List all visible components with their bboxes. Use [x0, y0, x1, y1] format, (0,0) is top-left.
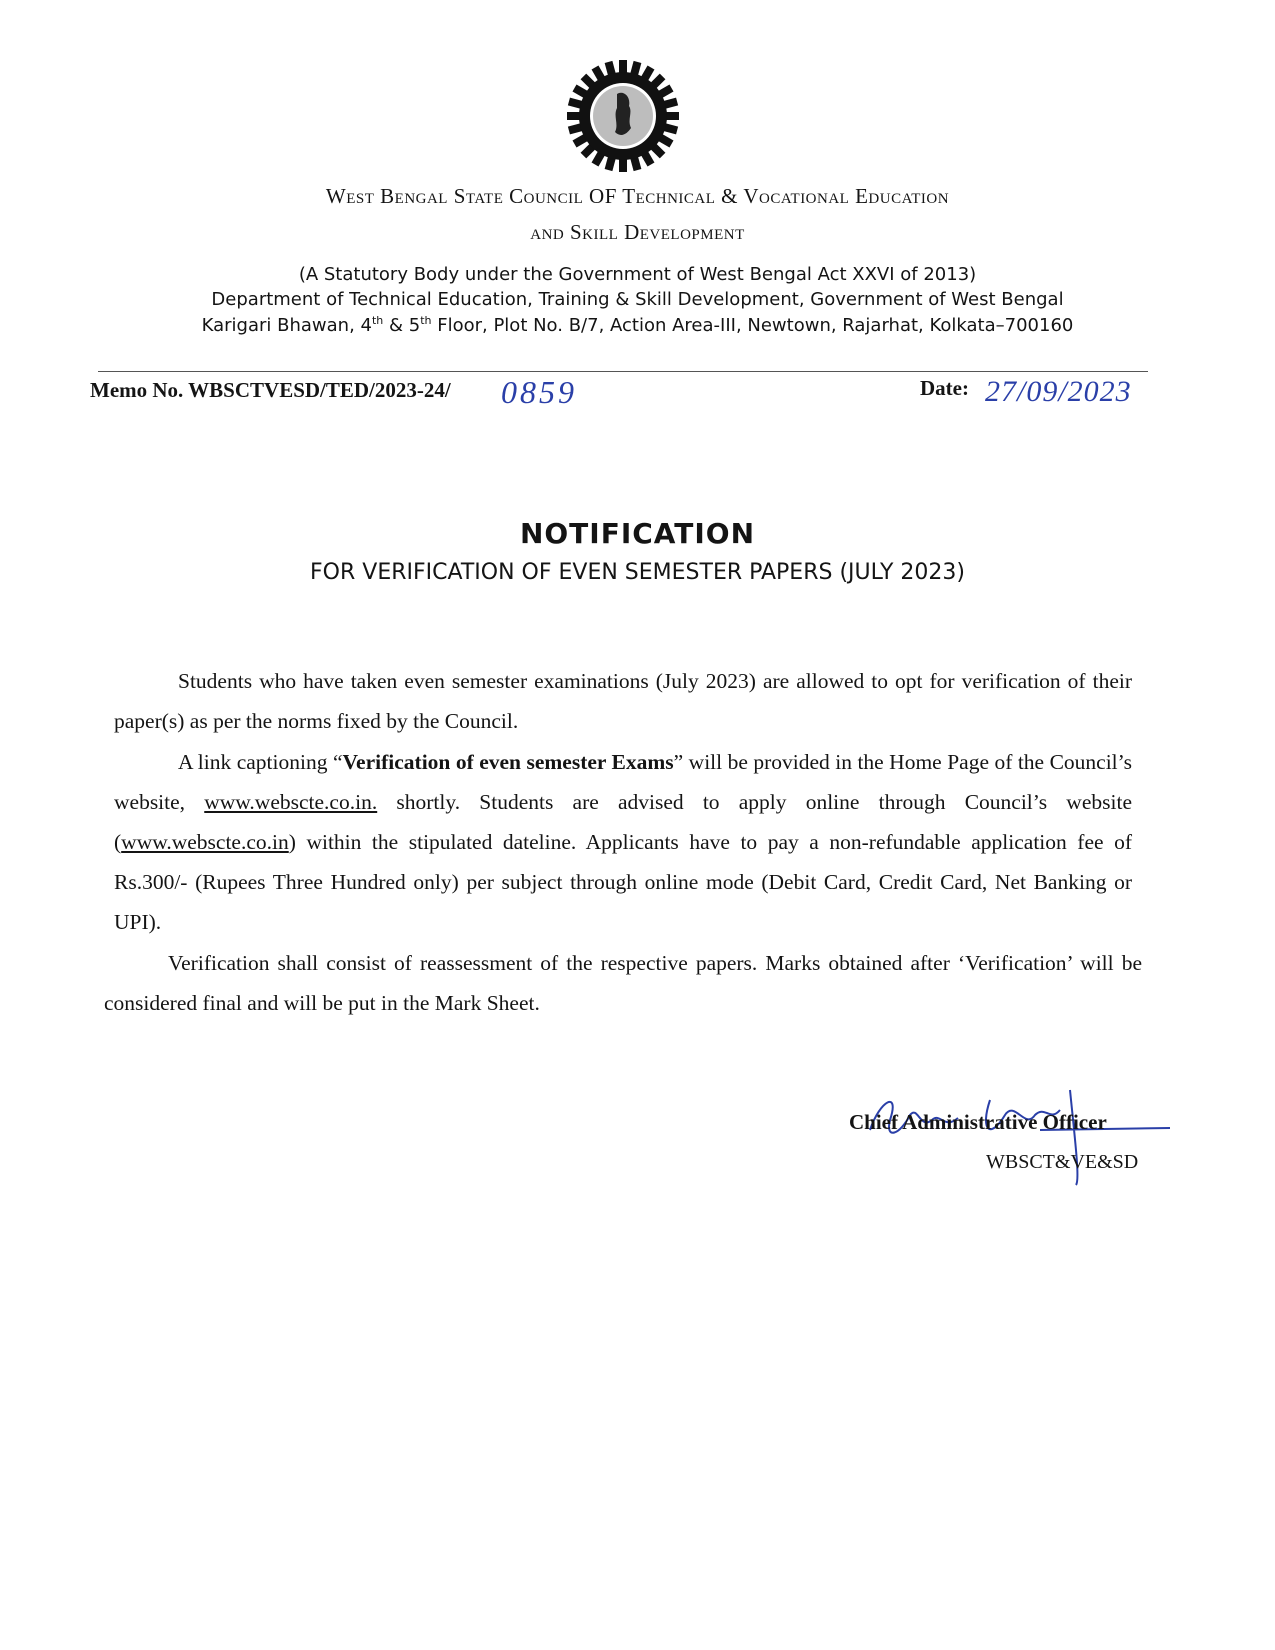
link-caption: Verification of even semester Exams — [342, 750, 674, 774]
department-line: Department of Technical Education, Training & Skill Development, Government of West Bengal — [211, 289, 1064, 310]
signatory-org: WBSCT&VE&SD — [986, 1151, 1139, 1173]
org-name-line2: and Skill Development — [530, 220, 745, 244]
notification-title: NOTIFICATION — [519, 517, 756, 550]
memo-number-handwritten: 0859 — [501, 374, 577, 410]
signatory-title: Chief Administrative Officer — [849, 1110, 1107, 1134]
notification-subtitle: FOR VERIFICATION OF EVEN SEMESTER PAPERS (JULY 2023) — [310, 560, 965, 585]
memo-number-label: Memo No. WBSCTVESD/TED/2023-24/ — [90, 378, 451, 402]
paragraph-eligibility: Students who have taken even semester examinations (July 2023) are allowed to opt for verification of their paper(s) as per the norms fixed by the Council. — [114, 669, 1132, 733]
website-link-2[interactable]: www.webscte.co.in — [121, 830, 289, 854]
paragraph-application: A link captioning “Verification of even semester Exams” will be provided in the Home Page of the Council’s website, www.webscte.co.in. shortly. Students are advised to apply online through Council’s website (www.webscte.co.in) within the stipulated dateline. Applicants have to pay a non-refundable application fee of Rs.300/- (Rupees Three Hundred only) per subject through online mode (Debit Card, Credit Card, Net Banking or UPI). — [114, 750, 1132, 934]
website-link[interactable]: www.webscte.co.in. — [204, 790, 378, 814]
address-line: Karigari Bhawan, 4th & 5th Floor, Plot No. B/7, Action Area-III, Newtown, Rajarhat, Kolkata–700160 — [201, 314, 1074, 336]
header-divider — [98, 371, 1148, 372]
date-label: Date: — [920, 376, 969, 400]
org-name-line1: West Bengal State Council OF Technical & Vocational Education — [325, 184, 950, 208]
date-handwritten: 27/09/2023 — [985, 375, 1132, 408]
paragraph-verification: Verification shall consist of reassessment of the respective papers. Marks obtained after ‘Verification’ will be considered final and will be put in the Mark Sheet. — [104, 951, 1142, 1015]
council-logo-icon — [565, 58, 681, 174]
statutory-line: (A Statutory Body under the Government of West Bengal Act XXVI of 2013) — [298, 264, 977, 285]
